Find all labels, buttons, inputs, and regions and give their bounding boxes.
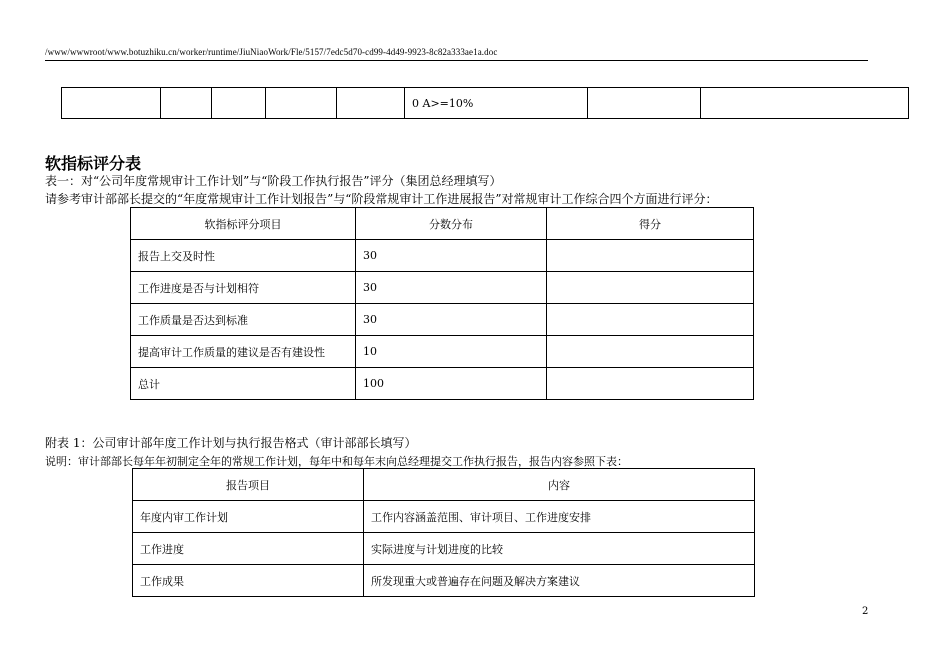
appendix-note: 说明：审计部部长每年年初制定全年的常规工作计划，每年中和每年末向总经理提交工作执行报告，报告内容参照下表： bbox=[45, 455, 628, 468]
threshold-cell: 0 A>=10% bbox=[405, 88, 588, 119]
item-cell: 总计 bbox=[131, 368, 356, 400]
item-cell: 工作质量是否达到标准 bbox=[131, 304, 356, 336]
item-cell: 工作进度 bbox=[133, 533, 364, 565]
table-row bbox=[131, 272, 754, 304]
table-header-row bbox=[133, 469, 755, 501]
table-one-caption: 表一：对“公司年度常规审计工作计划”与“阶段工作执行报告”评分（集团总经理填写） bbox=[45, 174, 502, 188]
table-header-row bbox=[131, 208, 754, 240]
table-cell bbox=[588, 88, 701, 119]
appendix-title: 附表 1：公司审计部年度工作计划与执行报告格式（审计部部长填写） bbox=[45, 436, 417, 450]
item-cell: 工作进度是否与计划相符 bbox=[131, 272, 356, 304]
item-cell: 工作成果 bbox=[133, 565, 364, 597]
table-cell bbox=[161, 88, 212, 119]
score-cell: 30 bbox=[356, 304, 547, 336]
continued-table bbox=[61, 87, 909, 119]
table-row bbox=[133, 565, 755, 597]
table-row bbox=[131, 240, 754, 272]
table-row bbox=[133, 533, 755, 565]
result-cell bbox=[547, 304, 754, 336]
result-cell bbox=[547, 240, 754, 272]
column-header: 软指标评分项目 bbox=[131, 208, 356, 240]
report-format-table bbox=[132, 468, 755, 597]
header-divider bbox=[45, 60, 868, 61]
table-cell bbox=[337, 88, 405, 119]
column-header: 内容 bbox=[364, 469, 755, 501]
page-number: 2 bbox=[862, 606, 869, 617]
instruction-text: 请参考审计部部长提交的“年度常规审计工作计划报告”与“阶段常规审计工作进展报告”对常规审计工作综合四个方面进行评分： bbox=[45, 192, 718, 206]
score-cell: 10 bbox=[356, 336, 547, 368]
section-title: 软指标评分表 bbox=[45, 154, 142, 173]
table-cell bbox=[701, 88, 909, 119]
content-cell: 所发现重大或普遍存在问题及解决方案建议 bbox=[364, 565, 755, 597]
document-path: /www/wwwroot/www.botuzhiku.cn/worker/runtime/JiuNiaoWork/Fle/5157/7edc5d70-cd99-4d49-9923-8c82a333ae1a.doc bbox=[45, 47, 498, 57]
table-row bbox=[133, 501, 755, 533]
column-header: 得分 bbox=[547, 208, 754, 240]
score-cell: 30 bbox=[356, 272, 547, 304]
item-cell: 报告上交及时性 bbox=[131, 240, 356, 272]
item-cell: 提高审计工作质量的建议是否有建设性 bbox=[131, 336, 356, 368]
column-header: 报告项目 bbox=[133, 469, 364, 501]
table-row bbox=[131, 336, 754, 368]
item-cell: 年度内审工作计划 bbox=[133, 501, 364, 533]
score-cell: 30 bbox=[356, 240, 547, 272]
table-row bbox=[131, 368, 754, 400]
score-cell: 100 bbox=[356, 368, 547, 400]
content-cell: 工作内容涵盖范围、审计项目、工作进度安排 bbox=[364, 501, 755, 533]
table-cell bbox=[266, 88, 337, 119]
table-cell bbox=[212, 88, 266, 119]
result-cell bbox=[547, 272, 754, 304]
column-header: 分数分布 bbox=[356, 208, 547, 240]
result-cell bbox=[547, 336, 754, 368]
content-cell: 实际进度与计划进度的比较 bbox=[364, 533, 755, 565]
result-cell bbox=[547, 368, 754, 400]
table-row bbox=[62, 88, 909, 119]
table-cell bbox=[62, 88, 161, 119]
table-row bbox=[131, 304, 754, 336]
soft-indicator-score-table bbox=[130, 207, 754, 400]
